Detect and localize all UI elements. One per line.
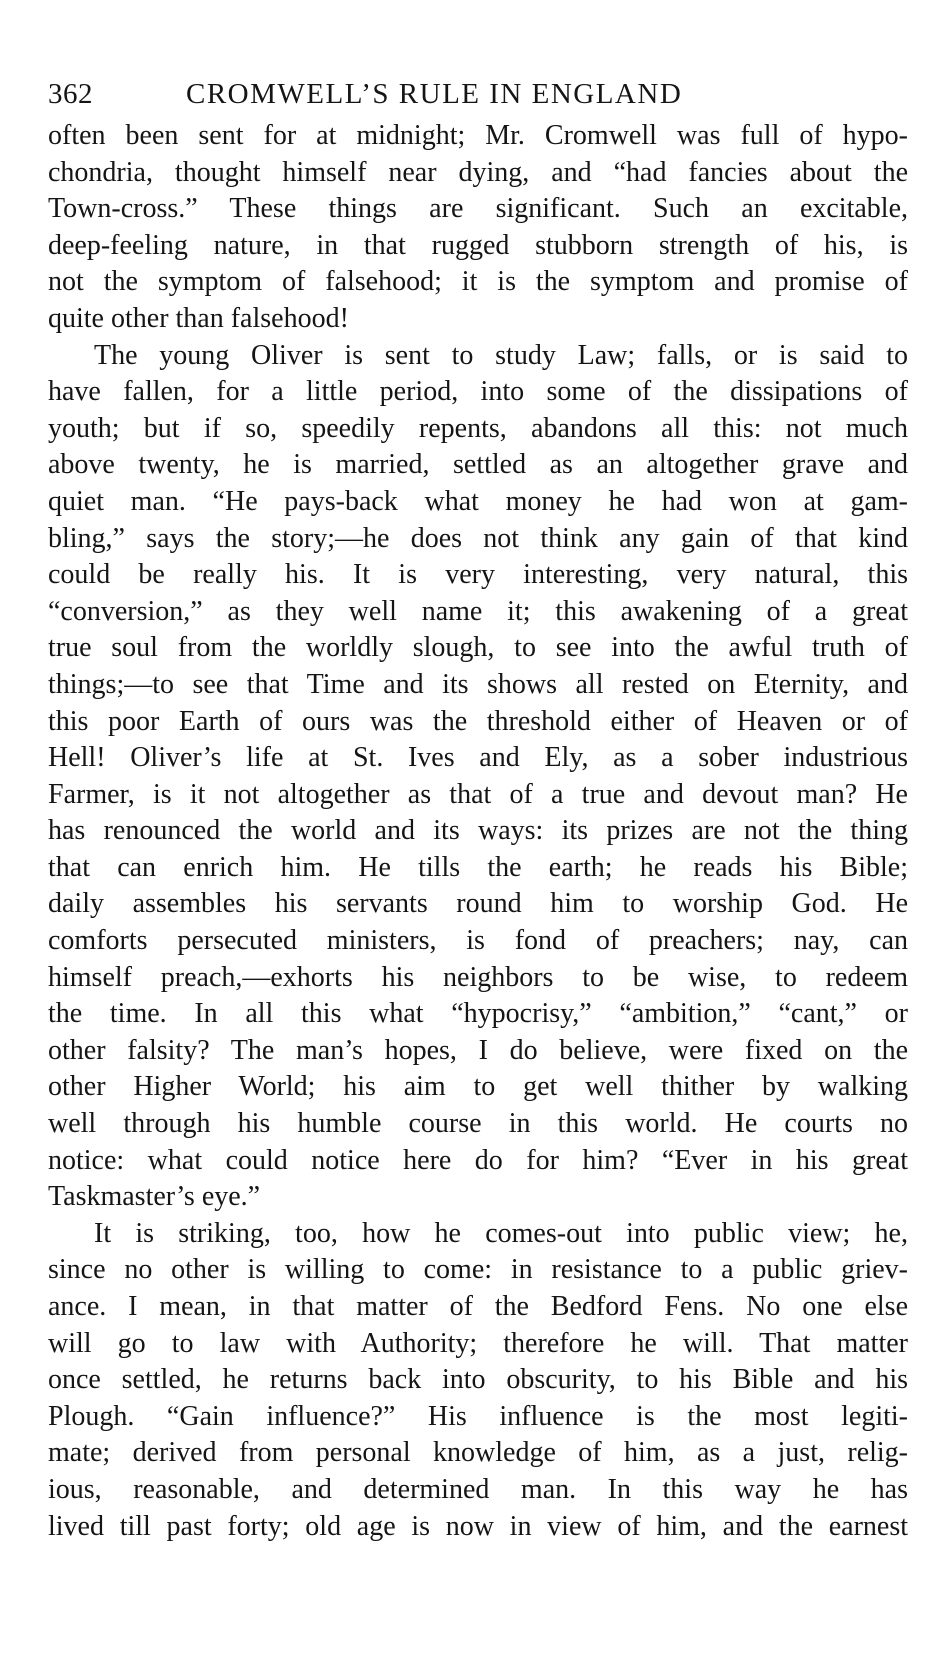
page-header (48, 72, 908, 118)
text-line: the time. In all this what “hypocrisy,” “ambition,” “cant,” or (48, 998, 908, 1030)
text-line: Taskmaster’s eye.” (48, 1181, 261, 1213)
page-number: 362 (48, 78, 93, 110)
text-line: this poor Earth of ours was the threshold either of Heaven or of (48, 705, 908, 737)
text-line: It is striking, too, how he comes-out into public view; he, (94, 1217, 908, 1249)
text-line: above twenty, he is married, settled as an altogether grave and (48, 449, 908, 481)
text-line: once settled, he returns back into obscurity, to his Bible and his (48, 1364, 908, 1396)
text-line: well through his humble course in this world. He courts no (48, 1108, 908, 1140)
text-line: have fallen, for a little period, into some of the dissipations of (48, 376, 908, 408)
text-line: ance. I mean, in that matter of the Bedford Fens. No one else (48, 1291, 908, 1322)
text-line: ious, reasonable, and determined man. In this way he has (48, 1473, 908, 1505)
text-line: true soul from the worldly slough, to see into the awful truth of (48, 632, 908, 664)
text-line: mate; derived from personal knowledge of him, as a just, relig- (48, 1437, 908, 1469)
paragraph-3 (48, 1216, 908, 1545)
text-line: youth; but if so, speedily repents, abandons all this: not much (48, 412, 908, 444)
text-line: quiet man. “He pays-back what money he had won at gam- (48, 485, 908, 517)
text-line: Farmer, is it not altogether as that of a true and devout man? He (48, 778, 908, 810)
text-line: since no other is willing to come: in resistance to a public griev- (48, 1254, 908, 1286)
text-line: chondria, thought himself near dying, and “had fancies about the (48, 156, 908, 188)
text-line: comforts persecuted ministers, is fond of preachers; nay, can (48, 925, 908, 957)
text-line: deep-feeling nature, in that rugged stubborn strength of his, is (48, 229, 908, 261)
text-line: himself preach,—exhorts his neighbors to be wise, to redeem (48, 961, 908, 993)
book-page (48, 72, 908, 1545)
text-line: could be really his. It is very interesting, very natural, this (48, 559, 908, 591)
running-title: CROMWELL’S RULE IN ENGLAND (186, 78, 683, 110)
text-line: Town-cross.” These things are significant. Such an excitable, (48, 193, 908, 225)
text-line: has renounced the world and its ways: its prizes are not the thing (48, 815, 908, 847)
text-line: lived till past forty; old age is now in view of him, and the earnest (48, 1510, 908, 1542)
text-line: The young Oliver is sent to study Law; falls, or is said to (94, 339, 908, 371)
text-line: not the symptom of falsehood; it is the symptom and promise of (48, 266, 908, 298)
text-line: daily assembles his servants round him to worship God. He (48, 888, 908, 920)
text-line: will go to law with Authority; therefore he will. That matter (48, 1327, 908, 1359)
text-line: notice: what could notice here do for him? “Ever in his great (48, 1144, 908, 1176)
text-line: other falsity? The man’s hopes, I do believe, were fixed on the (48, 1034, 908, 1066)
paragraph-2 (48, 338, 908, 1216)
text-line: quite other than falsehood! (48, 302, 349, 334)
text-line: other Higher World; his aim to get well thither by walking (48, 1071, 908, 1103)
text-line: bling,” says the story;—he does not think any gain of that kind (48, 522, 908, 554)
text-line: things;—to see that Time and its shows all rested on Eternity, and (48, 668, 908, 700)
text-line: Hell! Oliver’s life at St. Ives and Ely, as a sober industrious (48, 742, 908, 774)
text-line: Plough. “Gain influence?” His influence is the most legiti- (48, 1400, 908, 1432)
paragraph-1 (48, 118, 908, 338)
text-line: “conversion,” as they well name it; this awakening of a great (48, 595, 908, 627)
text-line: that can enrich him. He tills the earth; he reads his Bible; (48, 851, 908, 883)
text-line: often been sent for at midnight; Mr. Cromwell was full of hypo- (48, 120, 908, 151)
